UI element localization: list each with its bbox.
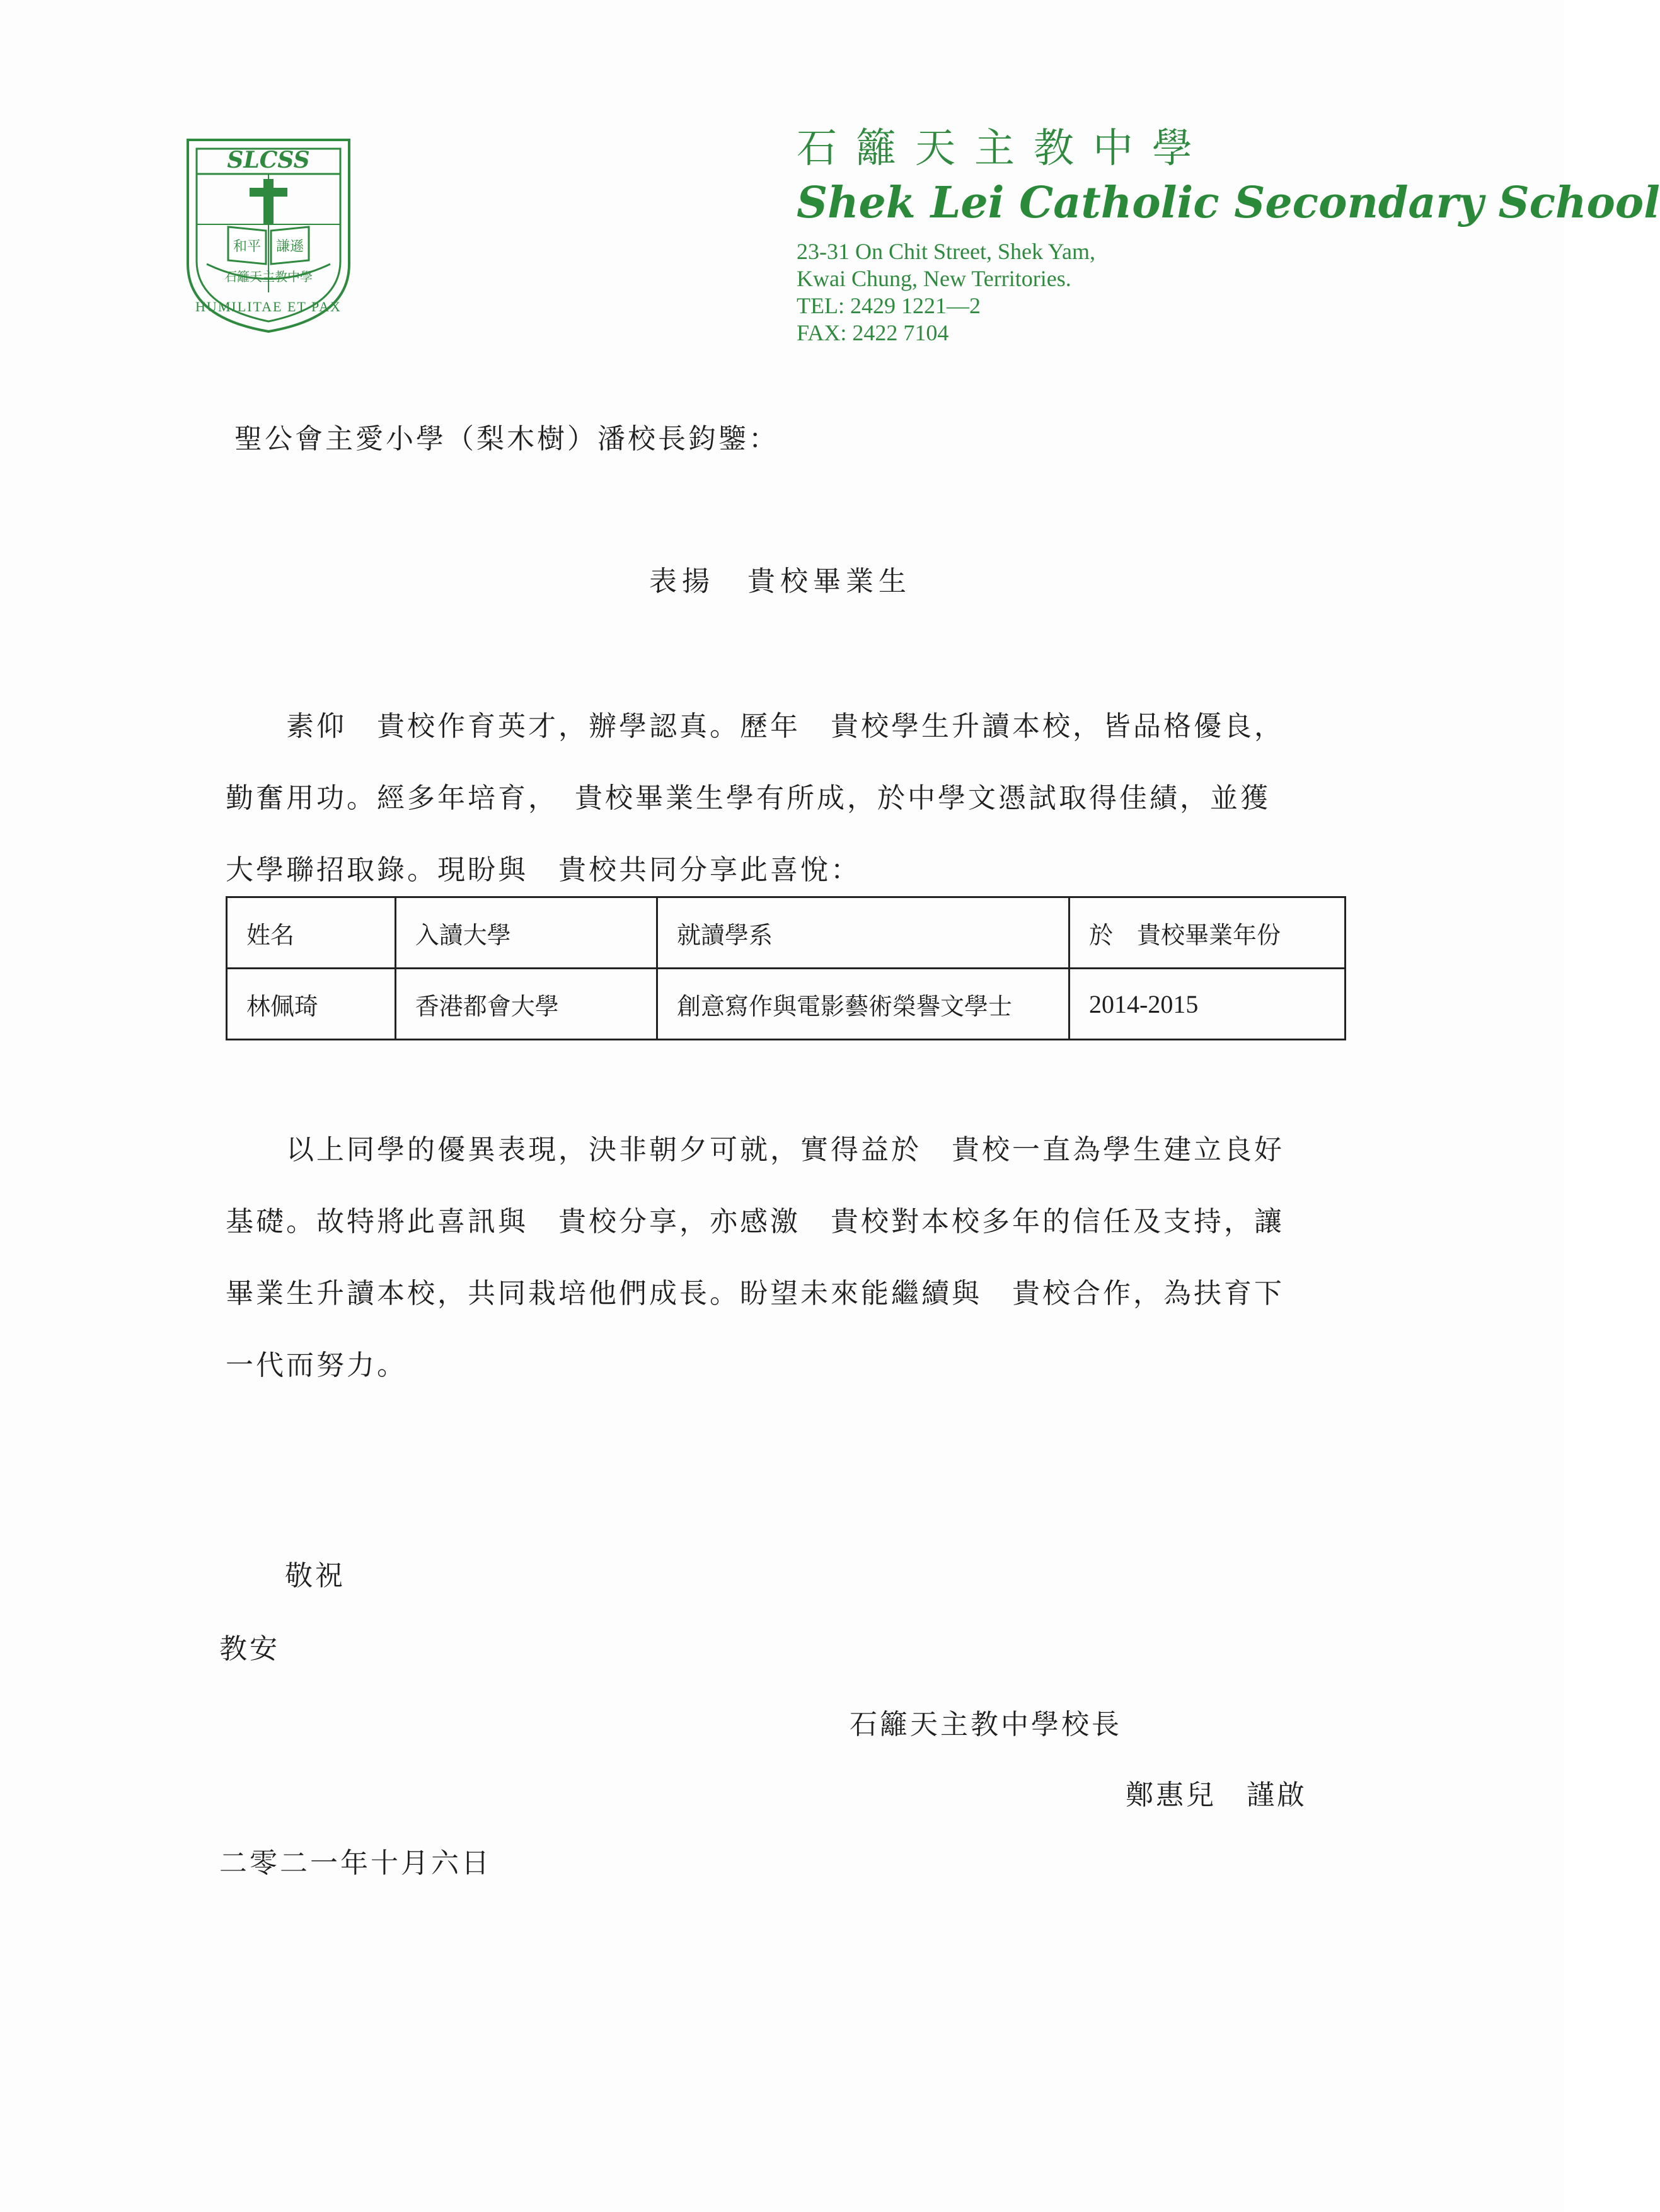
table-row xyxy=(227,969,1346,1040)
svg-text:HUMILITAE ET PAX: HUMILITAE ET PAX xyxy=(195,299,342,314)
svg-text:謙遜: 謙遜 xyxy=(275,239,304,255)
school-name-english: Shek Lei Catholic Secondary School xyxy=(797,178,1660,228)
paragraph-line: 基礎。故特將此喜訊與 貴校分享，亦感激 貴校對本校多年的信任及支持，讓 xyxy=(226,1206,1284,1238)
paragraph-line: 畢業生升讀本校，共同栽培他們成長。盼望未來能繼續與 貴校合作，為扶育下 xyxy=(226,1277,1284,1310)
signature-school: 石籬天主教中學校長 xyxy=(850,1708,1122,1741)
letterhead xyxy=(797,124,1660,347)
paragraph-line: 素仰 貴校作育英才，辦學認真。歷年 貴校學生升讀本校，皆品格優良， xyxy=(226,710,1284,742)
paragraph-line: 以上同學的優異表現，決非朝夕可就，實得益於 貴校一直為學生建立良好 xyxy=(226,1134,1284,1166)
closing-wish: 教安 xyxy=(219,1633,280,1665)
closing-greeting: 敬祝 xyxy=(285,1560,345,1592)
paragraph-thanks xyxy=(226,1114,1347,1402)
telephone: TEL: 2429 1221—2 xyxy=(797,293,981,318)
cell-university: 香港都會大學 xyxy=(395,969,657,1040)
header-graduation-year: 於 貴校畢業年份 xyxy=(1069,897,1346,969)
cell-programme: 創意寫作與電影藝術榮譽文學士 xyxy=(657,969,1069,1040)
cell-graduation-year: 2014-2015 xyxy=(1069,969,1346,1040)
svg-text:石籬天主教中學: 石籬天主教中學 xyxy=(224,269,313,284)
header-name: 姓名 xyxy=(227,897,396,969)
table-header-row xyxy=(227,897,1346,969)
svg-text:SLCSS: SLCSS xyxy=(227,147,310,173)
header-university: 入讀大學 xyxy=(395,897,657,969)
cell-name: 林佩琦 xyxy=(227,969,396,1040)
school-name-chinese: 石籬天主教中學 xyxy=(797,125,1211,172)
paragraph-line: 大學聯招取錄。現盼與 貴校共同分享此喜悅： xyxy=(226,854,861,886)
address-line-2: Kwai Chung, New Territories. xyxy=(797,266,1071,291)
svg-text:和平: 和平 xyxy=(233,239,262,255)
graduate-table xyxy=(226,896,1346,1040)
school-crest-logo xyxy=(182,135,355,335)
paragraph-line: 勤奮用功。經多年培育， 貴校畢業生學有所成，於中學文憑試取得佳績，並獲 xyxy=(226,782,1271,814)
salutation: 聖公會主愛小學（梨木樹）潘校長鈞鑒： xyxy=(234,423,779,455)
letter-date: 二零二一年十月六日 xyxy=(219,1847,492,1879)
header-programme: 就讀學系 xyxy=(657,897,1069,969)
fax: FAX: 2422 7104 xyxy=(797,320,949,345)
address-line-1: 23-31 On Chit Street, Shek Yam, xyxy=(797,239,1096,264)
paragraph-line: 一代而努力。 xyxy=(226,1349,407,1381)
subject-line: 表揚 貴校畢業生 xyxy=(649,565,911,597)
paragraph-intro xyxy=(226,691,1347,906)
signature-name: 鄭惠兒 謹啟 xyxy=(1126,1779,1307,1811)
